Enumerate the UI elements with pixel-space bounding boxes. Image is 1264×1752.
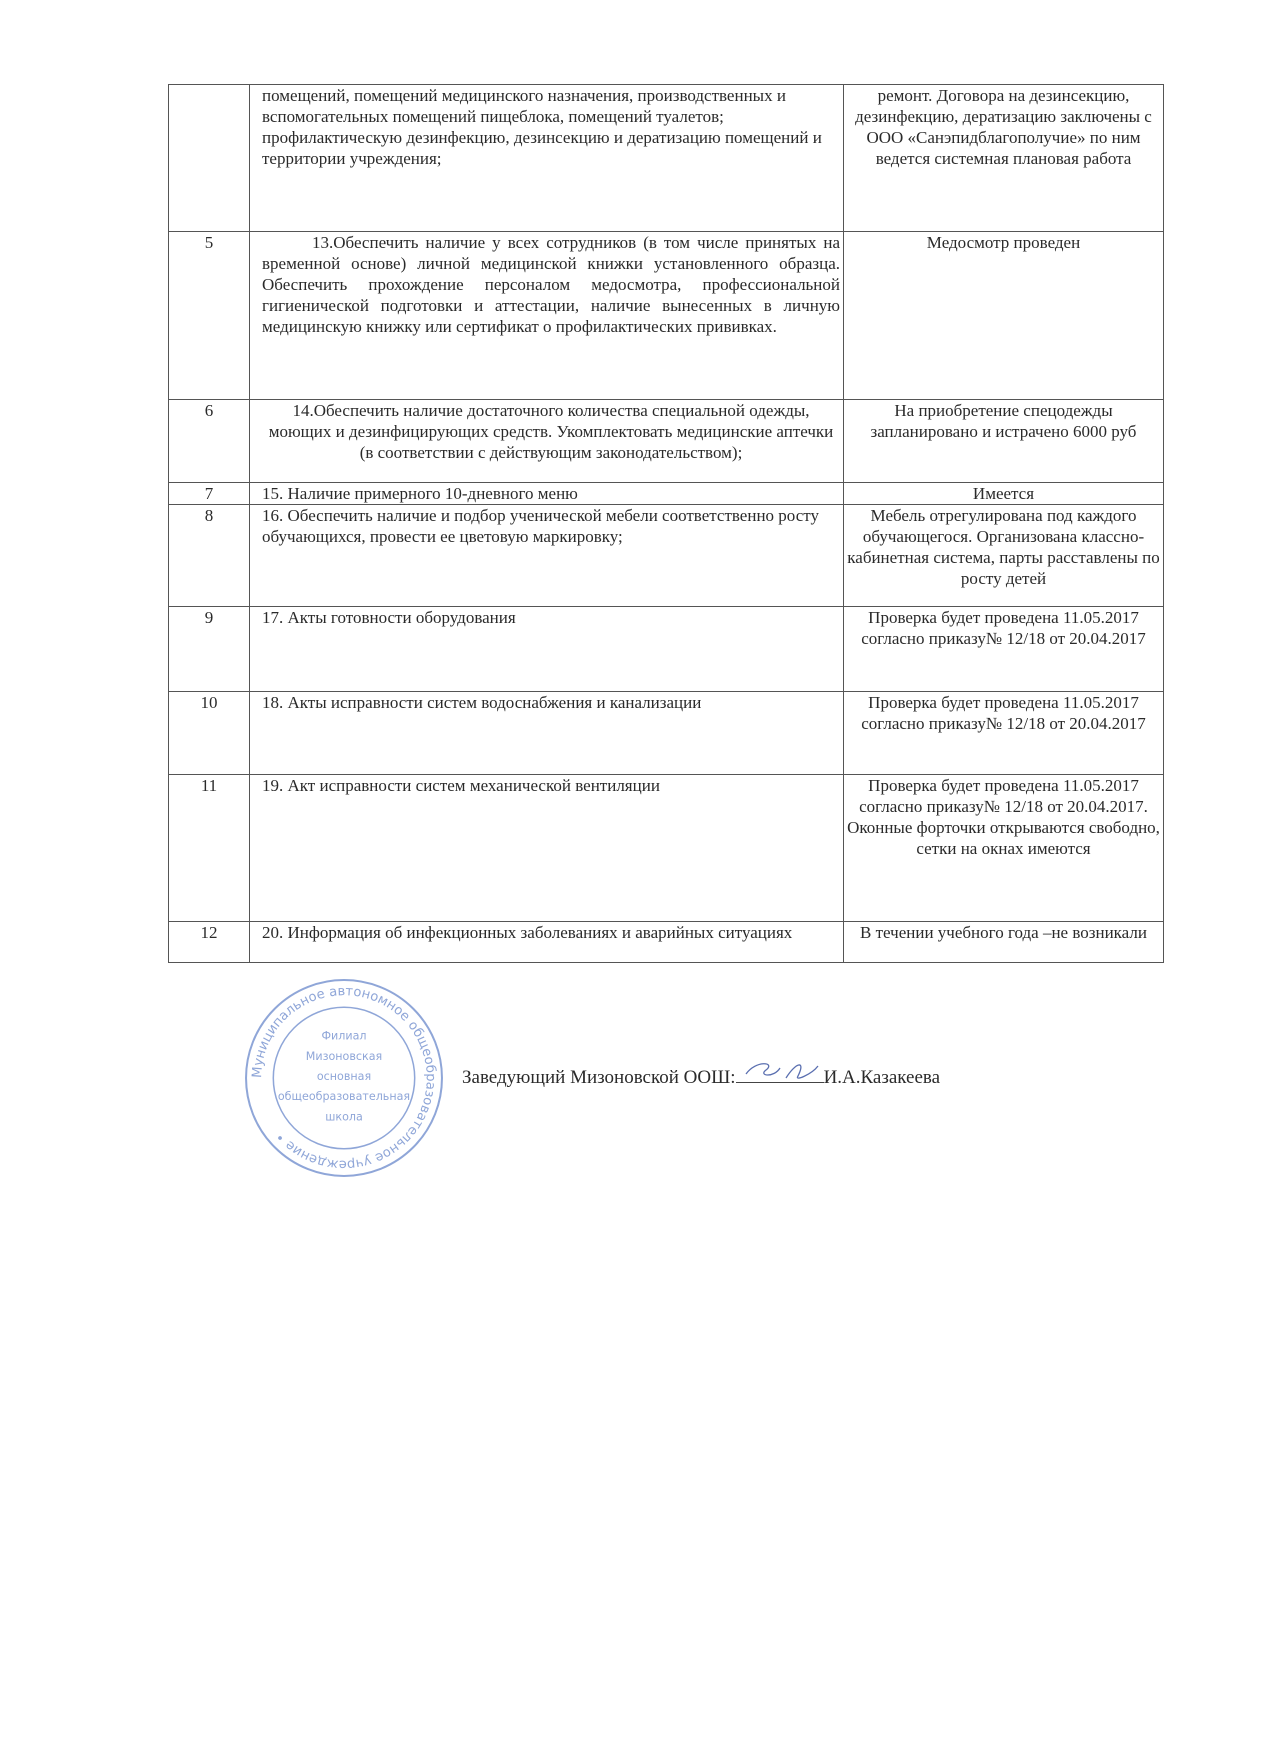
stamp-center-line: Мизоновская [305,1049,383,1063]
task-cell: 19. Акт исправности систем механической вентиляции [250,775,844,922]
task-cell: 17. Акты готовности оборудования [250,607,844,692]
task-cell: 16. Обеспечить наличие и подбор ученической мебели соответственно росту обучающихся, провести ее цветовую маркировку; [250,505,844,607]
task-cell: 18. Акты исправности систем водоснабжения и канализации [250,692,844,775]
row-number: 9 [169,607,250,692]
task-cell: 20. Информация об инфекционных заболеваниях и аварийных ситуациях [250,922,844,963]
row-number: 7 [169,483,250,505]
result-cell: Имеется [844,483,1164,505]
task-cell: 13.Обеспечить наличие у всех сотрудников (в том числе принятых на временной основе) личной медицинской книжки установленного образца. Обеспечить прохождение персоналом медосмотра, профессиональной гигиенической подготовки и аттестации, наличие вынесенных в личную медицинскую книжку или сертификат о профилактических прививках. [250,232,844,400]
result-cell: ремонт. Договора на дезинсекцию, дезинфекцию, дератизацию заключены с ООО «Санэпидблагополучие» по ним ведется системная плановая работа [844,85,1164,232]
report-table [168,84,1164,963]
task-cell: помещений, помещений медицинского назначения, производственных и вспомогательных помещений пищеблока, помещений туалетов; профилактическую дезинфекцию, дезинсекцию и дератизацию помещений и территории учреждения; [250,85,844,232]
row-number: 5 [169,232,250,400]
stamp-ring-text: Муниципальное автономное общеобразовательное учреждение • [250,984,438,1172]
result-cell: Мебель отрегулирована под каждого обучающегося. Организована классно-кабинетная система, парты расставлены по росту детей [844,505,1164,607]
row-number: 12 [169,922,250,963]
row-number: 8 [169,505,250,607]
table-row [169,922,1164,963]
table-row [169,400,1164,483]
result-cell: На приобретение спецодежды запланировано и истрачено 6000 руб [844,400,1164,483]
task-cell: 15. Наличие примерного 10-дневного меню [250,483,844,505]
result-cell: Проверка будет проведена 11.05.2017 согласно приказу№ 12/18 от 20.04.2017 [844,607,1164,692]
stamp-center-text [278,1030,410,1124]
row-number: 6 [169,400,250,483]
official-stamp [243,977,445,1179]
stamp-center-line: школа [325,1110,363,1124]
result-cell: Медосмотр проведен [844,232,1164,400]
table-row [169,483,1164,505]
table-row [169,775,1164,922]
row-number: 11 [169,775,250,922]
row-number [169,85,250,232]
result-cell: Проверка будет проведена 11.05.2017 согласно приказу№ 12/18 от 20.04.2017 [844,692,1164,775]
signatory-name: И.А.Казакеева [823,1067,941,1088]
stamp-center-line: основная [316,1070,372,1084]
signature-block [462,1064,940,1089]
task-cell: 14.Обеспечить наличие достаточного количества специальной одежды, моющих и дезинфицирующих средств. Укомплектовать медицинские аптечки (в соответствии с действующим законодательством); [250,400,844,483]
table-row [169,607,1164,692]
result-cell: Проверка будет проведена 11.05.2017 согласно приказу№ 12/18 от 20.04.2017. Оконные форточки открываются свободно, сетки на окнах имеются [844,775,1164,922]
table-row [169,692,1164,775]
table-row [169,505,1164,607]
table-row [169,232,1164,400]
stamp-center-line: общеобразовательная [277,1090,411,1104]
handwritten-signature [736,1064,824,1083]
result-cell: В течении учебного года –не возникали [844,922,1164,963]
stamp-center-line: Филиал [321,1029,367,1043]
row-number: 10 [169,692,250,775]
table-row [169,85,1164,232]
signature-label: Заведующий Мизоновской ООШ: [462,1067,736,1088]
